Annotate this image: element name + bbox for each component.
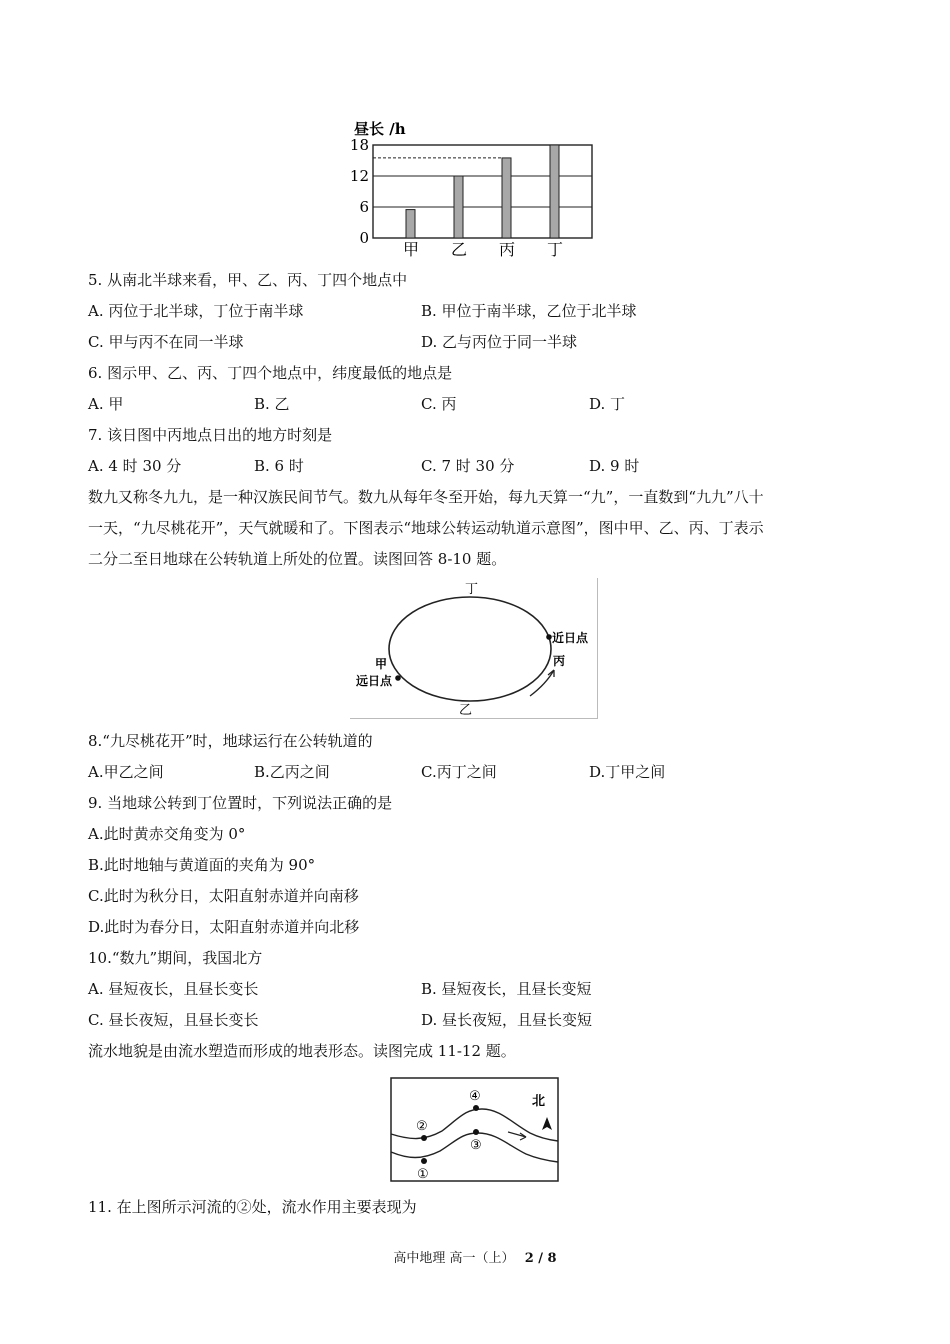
orbit-diagram (350, 578, 600, 720)
q5-stem: 5. 从南北半球来看，甲、乙、丙、丁四个地点中 (88, 271, 408, 289)
q10-stem: 10.“数九”期间，我国北方 (88, 949, 263, 967)
north-arrow-icon (542, 1117, 552, 1130)
label-yi: 乙 (459, 703, 473, 718)
intro-river: 流水地貌是由流水塑造而形成的地表形态。读图完成 11-12 题。 (88, 1042, 516, 1060)
q9-option-b: B.此时地轴与黄道面的夹角为 90° (88, 856, 316, 874)
label-jia: 甲 (375, 657, 388, 671)
x-tick-label: 甲 (402, 240, 420, 259)
q8-option-a: A.甲乙之间 (88, 763, 164, 781)
y-tick-label: 12 (349, 167, 369, 185)
y-tick-label: 0 (359, 229, 369, 247)
q7-option-b: B. 6 时 (254, 457, 304, 475)
footer-page-number: 2 / 8 (524, 1251, 557, 1266)
q9-option-a: A.此时黄赤交角变为 0° (88, 825, 246, 843)
label-p1: ① (417, 1167, 429, 1182)
river-diagram (390, 1077, 560, 1183)
x-tick-label: 乙 (450, 240, 468, 259)
direction-arrow-head (548, 670, 554, 677)
label-p4: ④ (469, 1089, 481, 1104)
q8-option-c: C.丙丁之间 (421, 763, 497, 781)
label-bing: 丙 (553, 654, 566, 668)
q10-option-a: A. 昼短夜长，且昼长变长 (88, 980, 259, 998)
bar-1 (406, 210, 415, 238)
intro-shujiu-line2: 一天，“九尽桃花开”，天气就暖和了。下图表示“地球公转运动轨道示意图”，图中甲、乙、丙、丁表示 (88, 519, 764, 537)
q6-stem: 6. 图示甲、乙、丙、丁四个地点中，纬度最低的地点是 (88, 364, 453, 382)
q6-option-d: D. 丁 (589, 395, 626, 413)
q8-stem: 8.“九尽桃花开”时，地球运行在公转轨道的 (88, 732, 373, 750)
q11-stem: 11. 在上图所示河流的②处，流水作用主要表现为 (88, 1198, 417, 1216)
x-tick-label: 丙 (498, 240, 516, 259)
page-footer (0, 1247, 950, 1266)
label-ding: 丁 (465, 582, 479, 597)
label-aphelion: 远日点 (356, 674, 393, 688)
point-4 (473, 1105, 479, 1111)
day-length-chart (340, 115, 600, 265)
q9-option-d: D.此时为春分日，太阳直射赤道并向北移 (88, 918, 360, 936)
q6-option-c: C. 丙 (421, 395, 457, 413)
y-tick-label: 6 (359, 198, 369, 216)
y-tick-label: 18 (349, 136, 369, 154)
q6-option-a: A. 甲 (88, 395, 124, 413)
perihelion-point (546, 634, 552, 640)
aphelion-point (395, 675, 401, 681)
q7-option-c: C. 7 时 30 分 (421, 457, 515, 475)
q10-option-c: C. 昼长夜短，且昼长变长 (88, 1011, 259, 1029)
point-2 (421, 1135, 427, 1141)
label-p3: ③ (470, 1138, 482, 1153)
q9-stem: 9. 当地球公转到丁位置时，下列说法正确的是 (88, 794, 393, 812)
point-1 (421, 1158, 427, 1164)
q7-stem: 7. 该日图中丙地点日出的地方时刻是 (88, 426, 333, 444)
intro-shujiu-line1: 数九又称冬九九，是一种汉族民间节气。数九从每年冬至开始，每九天算一“九”，一直数到“九九”八十 (88, 488, 764, 506)
q8-option-b: B.乙丙之间 (254, 763, 330, 781)
bar-2 (454, 176, 463, 238)
bar-4 (550, 145, 559, 238)
bar-3 (502, 158, 511, 238)
q6-option-b: B. 乙 (254, 395, 290, 413)
q5-option-c: C. 甲与丙不在同一半球 (88, 333, 244, 351)
point-3 (473, 1129, 479, 1135)
q9-option-c: C.此时为秋分日，太阳直射赤道并向南移 (88, 887, 359, 905)
q5-option-a: A. 丙位于北半球，丁位于南半球 (88, 302, 304, 320)
q7-option-a: A. 4 时 30 分 (88, 457, 182, 475)
chart-ylabel: 昼长 /h (354, 120, 406, 138)
q10-option-b: B. 昼短夜长，且昼长变短 (421, 980, 592, 998)
x-tick-label: 丁 (546, 240, 564, 259)
intro-shujiu-line3: 二分二至日地球在公转轨道上所处的位置。读图回答 8-10 题。 (88, 550, 507, 568)
q8-option-d: D.丁甲之间 (589, 763, 666, 781)
label-perihelion: 近日点 (552, 631, 589, 645)
footer-subject: 高中地理 高一（上） (393, 1251, 515, 1266)
q5-option-d: D. 乙与丙位于同一半球 (421, 333, 578, 351)
label-p2: ② (416, 1119, 428, 1134)
orbit-ellipse (389, 597, 551, 701)
q10-option-d: D. 昼长夜短，且昼长变短 (421, 1011, 593, 1029)
q7-option-d: D. 9 时 (589, 457, 640, 475)
label-north: 北 (532, 1094, 546, 1109)
q5-option-b: B. 甲位于南半球，乙位于北半球 (421, 302, 637, 320)
